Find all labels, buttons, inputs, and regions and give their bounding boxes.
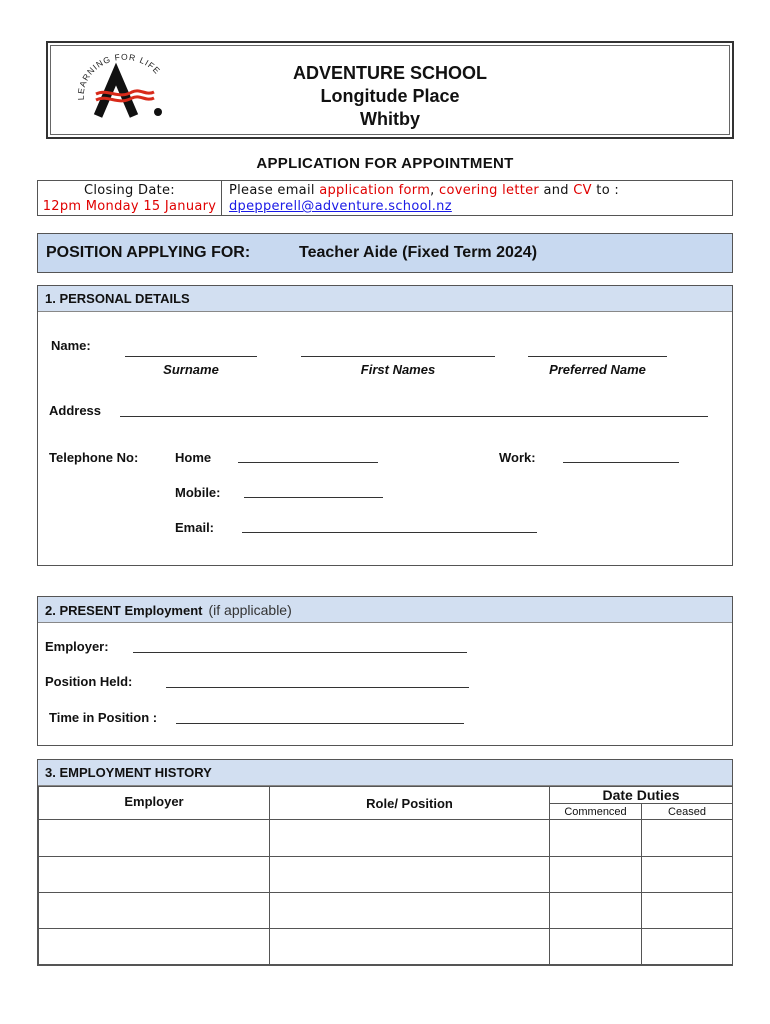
work-phone-field[interactable] xyxy=(563,462,679,463)
instruction-item-cv: CV xyxy=(573,183,592,198)
instruction-item-covering-letter: covering letter xyxy=(439,183,540,198)
role-cell[interactable] xyxy=(270,820,550,857)
preferred-name-field[interactable] xyxy=(528,356,667,357)
col-ceased-header: Ceased xyxy=(642,804,733,820)
table-row xyxy=(39,893,733,929)
position-label: POSITION APPLYING FOR: xyxy=(46,244,251,261)
employer-cell[interactable] xyxy=(39,857,270,893)
commenced-cell[interactable] xyxy=(550,820,642,857)
employment-history-heading: 3. EMPLOYMENT HISTORY xyxy=(38,760,732,786)
role-cell[interactable] xyxy=(270,929,550,965)
closing-date-table xyxy=(37,180,733,216)
position-applying-bar xyxy=(37,233,733,273)
ceased-cell[interactable] xyxy=(642,820,733,857)
email-link[interactable]: dpepperell@adventure.school.nz xyxy=(229,199,452,214)
school-address-line2: Whitby xyxy=(360,109,420,129)
employer-cell[interactable] xyxy=(39,929,270,965)
school-logo xyxy=(76,52,168,122)
surname-caption: Surname xyxy=(163,362,219,377)
col-date-duties-header: Date Duties xyxy=(550,787,733,804)
address-field[interactable] xyxy=(120,416,708,417)
table-row xyxy=(39,929,733,965)
col-role-header: Role/ Position xyxy=(270,787,550,820)
position-value: Teacher Aide (Fixed Term 2024) xyxy=(299,244,538,261)
position-held-label: Position Held: xyxy=(45,674,133,689)
personal-details-section xyxy=(37,285,733,566)
first-names-field[interactable] xyxy=(301,356,495,357)
employment-history-table xyxy=(38,786,732,965)
telephone-label: Telephone No: xyxy=(49,450,139,465)
employer-cell[interactable] xyxy=(39,820,270,857)
employer-cell[interactable] xyxy=(39,893,270,929)
email-label: Email: xyxy=(175,520,215,535)
time-in-position-field[interactable] xyxy=(176,723,464,724)
employer-label: Employer: xyxy=(45,639,109,654)
commenced-cell[interactable] xyxy=(550,893,642,929)
instruction-separator: and xyxy=(539,183,574,198)
mobile-field[interactable] xyxy=(244,497,383,498)
position-held-field[interactable] xyxy=(166,687,469,688)
employment-history-section xyxy=(37,759,733,966)
present-employment-section xyxy=(37,596,733,746)
present-employment-heading xyxy=(38,597,732,623)
first-names-caption: First Names xyxy=(360,362,436,377)
instruction-prefix: Please email xyxy=(229,183,320,198)
school-address-line1: Longitude Place xyxy=(320,86,460,106)
ceased-cell[interactable] xyxy=(642,893,733,929)
col-employer-header: Employer xyxy=(39,787,270,820)
ceased-cell[interactable] xyxy=(642,929,733,965)
email-instruction-cell xyxy=(229,183,619,215)
present-employment-note: (if applicable) xyxy=(208,602,292,618)
col-commenced-header: Commenced xyxy=(550,804,642,820)
present-employment-heading-text: 2. PRESENT Employment xyxy=(45,603,203,618)
logo-arc-text: LEARNING FOR LIFE xyxy=(76,52,163,101)
form-title: APPLICATION FOR APPOINTMENT xyxy=(256,155,514,172)
address-label: Address xyxy=(49,403,102,418)
home-phone-label: Home xyxy=(175,450,212,465)
school-title-block xyxy=(200,62,580,131)
ceased-cell[interactable] xyxy=(642,857,733,893)
role-cell[interactable] xyxy=(270,893,550,929)
table-row xyxy=(39,857,733,893)
email-field[interactable] xyxy=(242,532,537,533)
role-cell[interactable] xyxy=(270,857,550,893)
commenced-cell[interactable] xyxy=(550,929,642,965)
home-phone-field[interactable] xyxy=(238,462,378,463)
closing-date-label: Closing Date: xyxy=(83,183,175,198)
personal-details-heading: 1. PERSONAL DETAILS xyxy=(38,286,732,312)
employer-field[interactable] xyxy=(133,652,467,653)
mobile-label: Mobile: xyxy=(175,485,221,500)
closing-date-cell xyxy=(38,183,221,215)
school-name: ADVENTURE SCHOOL xyxy=(292,63,487,83)
work-phone-label: Work: xyxy=(499,450,536,465)
table-row xyxy=(39,820,733,857)
time-in-position-label: Time in Position : xyxy=(49,710,158,725)
instruction-suffix: to : xyxy=(591,183,620,198)
name-label: Name: xyxy=(51,338,91,353)
preferred-name-caption: Preferred Name xyxy=(549,362,646,377)
instruction-item-application-form: application form xyxy=(319,183,431,198)
surname-field[interactable] xyxy=(125,356,257,357)
closing-date-value: 12pm Monday 15 January xyxy=(42,199,217,214)
instruction-separator: , xyxy=(430,183,440,198)
commenced-cell[interactable] xyxy=(550,857,642,893)
